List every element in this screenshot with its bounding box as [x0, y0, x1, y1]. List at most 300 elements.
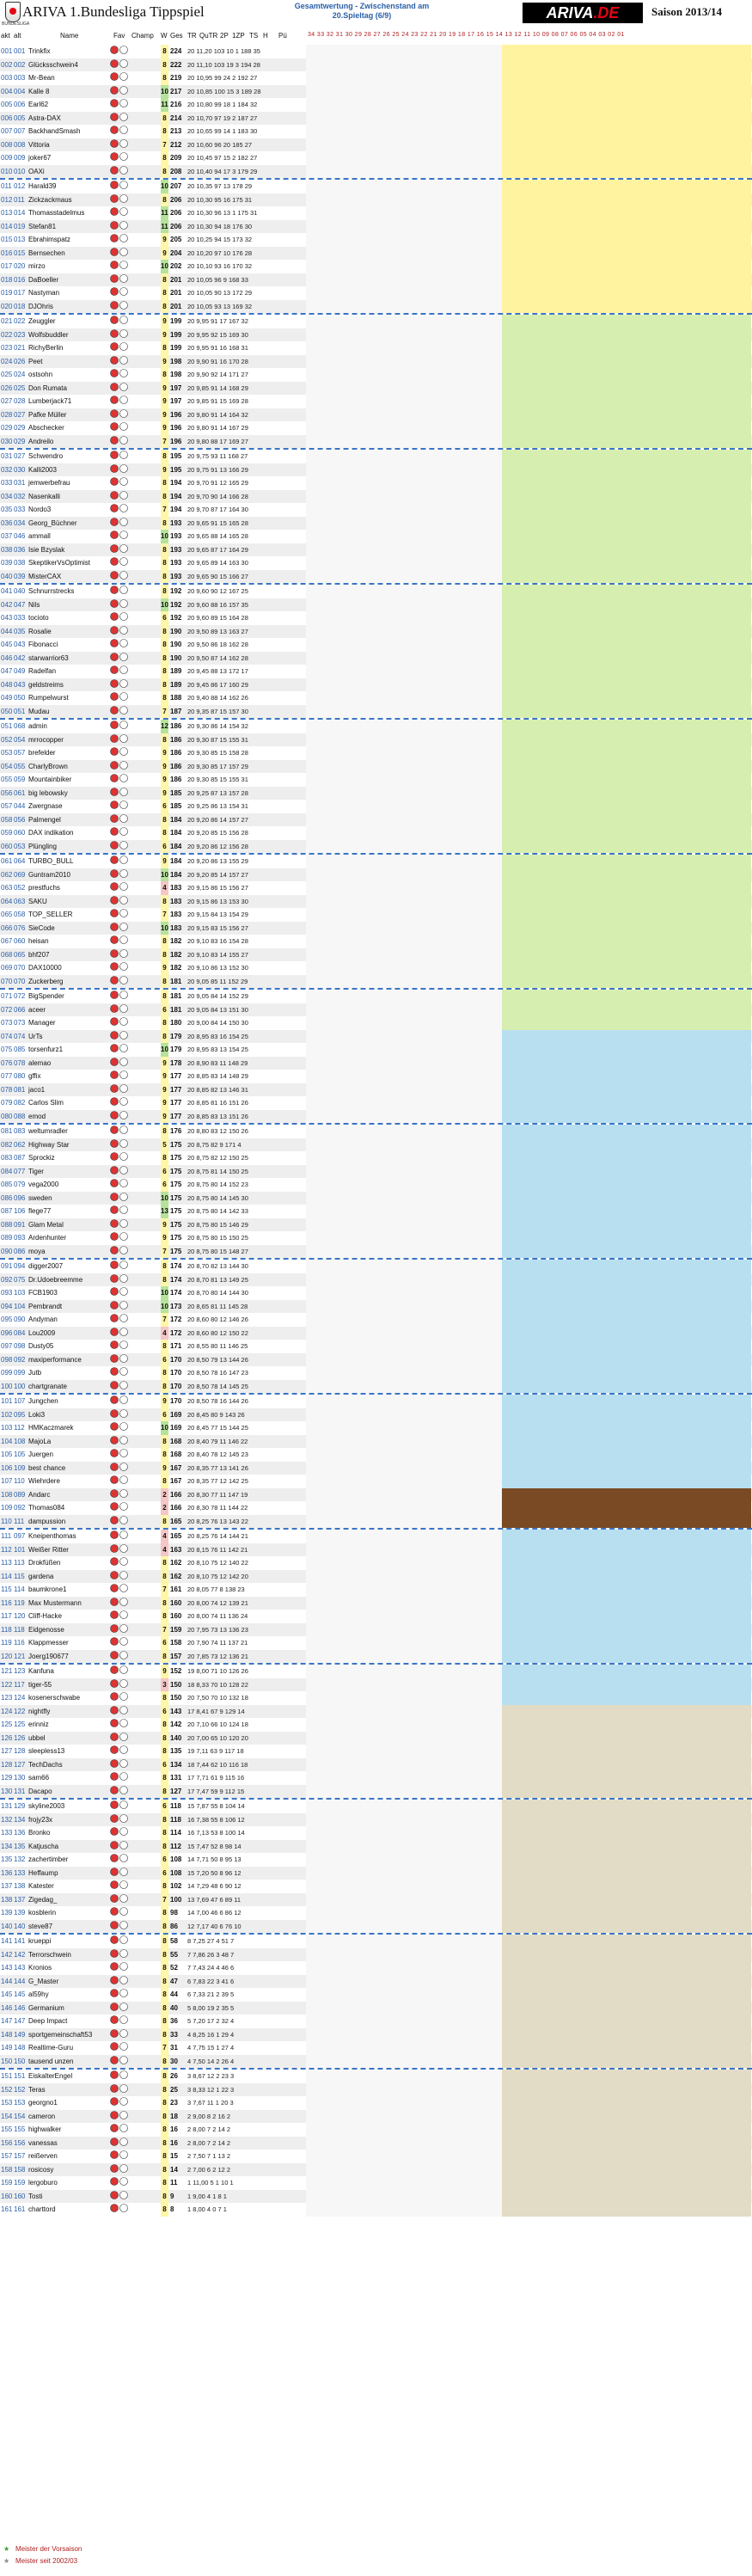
player-name[interactable]: Nordo3	[28, 506, 52, 513]
player-name[interactable]: TURBO_BULL	[28, 857, 74, 865]
table-row[interactable]	[0, 678, 752, 692]
player-name[interactable]: emod	[28, 1112, 46, 1120]
table-row[interactable]	[0, 895, 752, 909]
table-row[interactable]	[0, 1003, 752, 1017]
table-row[interactable]	[0, 233, 752, 247]
player-name[interactable]: erinniz	[28, 1720, 49, 1728]
table-row[interactable]	[0, 1192, 752, 1205]
player-name[interactable]: DAX10000	[28, 964, 62, 972]
player-name[interactable]: prestfuchs	[28, 884, 60, 892]
player-name[interactable]: Don Rumata	[28, 383, 67, 392]
player-name[interactable]: Kalle 8	[28, 87, 50, 95]
player-name[interactable]: moya	[28, 1247, 46, 1255]
player-name[interactable]: tausend unzen	[28, 2057, 74, 2065]
table-row[interactable]	[0, 1313, 752, 1327]
player-name[interactable]: Nasenkalli	[28, 492, 60, 500]
table-row[interactable]	[0, 178, 752, 193]
player-name[interactable]: CharlyBrown	[28, 762, 68, 770]
player-name[interactable]: MajoLa	[28, 1437, 52, 1445]
player-name[interactable]: kosblerin	[28, 1909, 57, 1917]
player-name[interactable]: brefelder	[28, 749, 56, 757]
player-name[interactable]: Andreilo	[28, 437, 54, 445]
table-row[interactable]	[0, 1366, 752, 1380]
table-row[interactable]	[0, 556, 752, 570]
table-row[interactable]	[0, 1961, 752, 1975]
player-name[interactable]: kosenerschwabe	[28, 1694, 81, 1702]
table-row[interactable]	[0, 2002, 752, 2015]
player-name[interactable]: torsenfurz1	[28, 1046, 64, 1053]
player-name[interactable]: sportgemeinschaft53	[28, 2030, 93, 2039]
player-name[interactable]: Pembrandt	[28, 1302, 63, 1310]
player-name[interactable]: steve87	[28, 1922, 53, 1930]
player-name[interactable]: Mudau	[28, 707, 50, 715]
table-row[interactable]	[0, 718, 752, 733]
player-name[interactable]: Rosalie	[28, 627, 52, 635]
player-name[interactable]: Wolfsbuddler	[28, 330, 69, 339]
player-name[interactable]: Loki3	[28, 1410, 46, 1419]
table-row[interactable]	[0, 1732, 752, 1745]
table-row[interactable]	[0, 1840, 752, 1854]
table-row[interactable]	[0, 448, 752, 463]
player-name[interactable]: Ebrahimspatz	[28, 236, 70, 243]
table-row[interactable]	[0, 1138, 752, 1152]
table-row[interactable]	[0, 2163, 752, 2177]
player-name[interactable]: Germanium	[28, 2003, 64, 2012]
table-row[interactable]	[0, 1556, 752, 1570]
player-name[interactable]: gffix	[28, 1072, 41, 1080]
player-name[interactable]: ammall	[28, 532, 51, 540]
table-row[interactable]	[0, 1975, 752, 1989]
table-row[interactable]	[0, 206, 752, 220]
table-row[interactable]	[0, 71, 752, 85]
player-name[interactable]: Mountainbiker	[28, 776, 72, 783]
player-name[interactable]: aceer	[28, 1005, 46, 1014]
player-name[interactable]: flege77	[28, 1207, 52, 1215]
table-row[interactable]	[0, 138, 752, 152]
table-row[interactable]	[0, 1813, 752, 1827]
table-row[interactable]	[0, 638, 752, 652]
player-name[interactable]: Juergen	[28, 1451, 53, 1458]
table-row[interactable]	[0, 112, 752, 126]
player-name[interactable]: Cliff-Hacke	[28, 1612, 62, 1620]
table-row[interactable]	[0, 583, 752, 598]
player-name[interactable]: frojy23x	[28, 1815, 53, 1824]
table-row[interactable]	[0, 355, 752, 369]
player-name[interactable]: digger2007	[28, 1262, 64, 1270]
table-row[interactable]	[0, 98, 752, 112]
player-name[interactable]: BackhandSmash	[28, 127, 81, 135]
table-row[interactable]	[0, 1758, 752, 1772]
player-name[interactable]: sweden	[28, 1193, 52, 1202]
table-row[interactable]	[0, 247, 752, 261]
player-name[interactable]: Trinkfix	[28, 47, 51, 55]
player-name[interactable]: Sprockiz	[28, 1154, 55, 1162]
player-name[interactable]: SAKU	[28, 897, 47, 905]
player-name[interactable]: Astra-DAX	[28, 113, 61, 122]
table-row[interactable]	[0, 813, 752, 827]
player-name[interactable]: charttord	[28, 2205, 56, 2213]
table-row[interactable]	[0, 1030, 752, 1044]
player-name[interactable]: chartgranate	[28, 1382, 67, 1390]
player-name[interactable]: jemwerbefrau	[28, 479, 70, 487]
player-name[interactable]: MisterCAX	[28, 572, 62, 580]
player-name[interactable]: big lebowsky	[28, 788, 68, 797]
player-name[interactable]: geldstreims	[28, 680, 64, 689]
player-name[interactable]: Rumpelwurst	[28, 694, 69, 702]
player-name[interactable]: Tiger	[28, 1167, 44, 1175]
table-row[interactable]	[0, 1501, 752, 1515]
player-name[interactable]: mrrocopper	[28, 735, 64, 744]
table-row[interactable]	[0, 948, 752, 962]
table-row[interactable]	[0, 1920, 752, 1934]
table-row[interactable]	[0, 2041, 752, 2055]
player-name[interactable]: tiger-55	[28, 1680, 52, 1689]
player-name[interactable]: Harald39	[28, 182, 57, 190]
player-name[interactable]: baumkrone1	[28, 1585, 67, 1593]
table-row[interactable]	[0, 1583, 752, 1597]
table-row[interactable]	[0, 1043, 752, 1057]
ariva-logo[interactable]	[523, 3, 643, 23]
player-name[interactable]: Lumberjack71	[28, 397, 72, 405]
table-row[interactable]	[0, 1327, 752, 1340]
table-row[interactable]	[0, 840, 752, 854]
player-name[interactable]: al59hy	[28, 1990, 49, 1998]
table-row[interactable]	[0, 503, 752, 517]
player-name[interactable]: Bernsechen	[28, 248, 65, 257]
player-name[interactable]: sleepless13	[28, 1747, 65, 1755]
player-name[interactable]: Dacapo	[28, 1787, 52, 1795]
player-name[interactable]: Schnurrstrecks	[28, 587, 75, 595]
table-row[interactable]	[0, 922, 752, 935]
table-row[interactable]	[0, 975, 752, 989]
player-name[interactable]: Zeuggler	[28, 317, 56, 325]
player-name[interactable]: RichyBerlin	[28, 344, 64, 352]
player-name[interactable]: Tosti	[28, 2192, 43, 2200]
table-row[interactable]	[0, 1448, 752, 1462]
player-name[interactable]: bhf207	[28, 950, 50, 959]
table-row[interactable]	[0, 1610, 752, 1623]
table-row[interactable]	[0, 1515, 752, 1529]
player-name[interactable]: Teras	[28, 2085, 46, 2094]
player-name[interactable]: highwalker	[28, 2125, 62, 2133]
player-name[interactable]: Klappmesser	[28, 1639, 69, 1647]
table-row[interactable]	[0, 313, 752, 328]
player-name[interactable]: Kalli2003	[28, 465, 57, 474]
player-name[interactable]: Vittoria	[28, 140, 50, 149]
player-name[interactable]: georgno1	[28, 2099, 58, 2107]
table-row[interactable]	[0, 881, 752, 895]
table-row[interactable]	[0, 1178, 752, 1192]
player-name[interactable]: Terrorschwein	[28, 1950, 71, 1959]
player-name[interactable]: lergoburo	[28, 2179, 58, 2187]
table-row[interactable]	[0, 421, 752, 435]
player-name[interactable]: TOP_SELLER	[28, 911, 73, 918]
player-name[interactable]: Georg_Büchner	[28, 518, 77, 527]
table-row[interactable]	[0, 1867, 752, 1880]
table-row[interactable]	[0, 935, 752, 948]
player-name[interactable]: OAXi	[28, 167, 45, 175]
table-row[interactable]	[0, 1218, 752, 1232]
table-row[interactable]	[0, 408, 752, 422]
player-name[interactable]: skyline2003	[28, 1802, 65, 1810]
table-row[interactable]	[0, 826, 752, 840]
table-row[interactable]	[0, 1785, 752, 1799]
table-row[interactable]	[0, 1745, 752, 1758]
player-name[interactable]: Peet	[28, 357, 43, 365]
player-name[interactable]: BigSpender	[28, 992, 64, 1000]
player-name[interactable]: starwarrior63	[28, 653, 69, 662]
player-name[interactable]: Carlos Slim	[28, 1099, 64, 1107]
player-name[interactable]: mirzo	[28, 262, 46, 270]
player-name[interactable]: Thomas084	[28, 1504, 65, 1512]
table-row[interactable]	[0, 988, 752, 1003]
player-name[interactable]: SieCode	[28, 923, 55, 932]
player-name[interactable]: gardena	[28, 1572, 54, 1580]
table-row[interactable]	[0, 1096, 752, 1110]
player-name[interactable]: Kneipenthomas	[28, 1532, 76, 1540]
table-row[interactable]	[0, 1421, 752, 1435]
table-row[interactable]	[0, 1678, 752, 1692]
player-name[interactable]: Glam Metal	[28, 1220, 64, 1229]
player-name[interactable]: Palmengel	[28, 815, 61, 824]
table-row[interactable]	[0, 85, 752, 99]
table-row[interactable]	[0, 1300, 752, 1314]
table-row[interactable]	[0, 530, 752, 543]
table-row[interactable]	[0, 1408, 752, 1422]
player-name[interactable]: vanessas	[28, 2138, 58, 2147]
table-row[interactable]	[0, 1393, 752, 1408]
table-row[interactable]	[0, 868, 752, 882]
player-name[interactable]: cameron	[28, 2112, 56, 2120]
table-row[interactable]	[0, 382, 752, 396]
table-row[interactable]	[0, 463, 752, 477]
player-name[interactable]: jaco1	[28, 1085, 46, 1094]
player-name[interactable]: Max Mustermann	[28, 1598, 82, 1607]
player-name[interactable]: weltumradler	[28, 1127, 68, 1135]
table-row[interactable]	[0, 733, 752, 747]
table-row[interactable]	[0, 2096, 752, 2110]
table-row[interactable]	[0, 125, 752, 138]
player-name[interactable]: HMKaczmarek	[28, 1424, 74, 1432]
player-name[interactable]: zachertimber	[28, 1855, 69, 1863]
player-name[interactable]: Weißer Ritter	[28, 1545, 69, 1554]
player-name[interactable]: admin	[28, 722, 47, 730]
table-row[interactable]	[0, 2203, 752, 2217]
table-row[interactable]	[0, 273, 752, 287]
table-row[interactable]	[0, 1083, 752, 1097]
table-row[interactable]	[0, 800, 752, 813]
player-name[interactable]: joker67	[28, 154, 52, 162]
player-name[interactable]: Mr-Bean	[28, 74, 55, 82]
table-row[interactable]	[0, 165, 752, 179]
player-name[interactable]: heisan	[28, 937, 49, 945]
table-row[interactable]	[0, 1663, 752, 1678]
table-row[interactable]	[0, 665, 752, 678]
table-row[interactable]	[0, 1353, 752, 1367]
table-row[interactable]	[0, 1948, 752, 1962]
player-name[interactable]: ostsohn	[28, 371, 53, 378]
table-row[interactable]	[0, 570, 752, 584]
table-row[interactable]	[0, 691, 752, 705]
player-name[interactable]: Stefan81	[28, 222, 57, 230]
player-name[interactable]: Lou2009	[28, 1328, 56, 1337]
player-name[interactable]: Drokfüßen	[28, 1559, 61, 1567]
table-row[interactable]	[0, 2137, 752, 2150]
table-row[interactable]	[0, 1528, 752, 1543]
table-row[interactable]	[0, 773, 752, 787]
table-row[interactable]	[0, 611, 752, 625]
player-name[interactable]: reißerven	[28, 2152, 58, 2160]
table-row[interactable]	[0, 853, 752, 868]
player-name[interactable]: sam66	[28, 1774, 50, 1782]
table-row[interactable]	[0, 476, 752, 490]
table-row[interactable]	[0, 1231, 752, 1245]
player-name[interactable]: TechDachs	[28, 1760, 63, 1769]
player-name[interactable]: Highway Star	[28, 1140, 70, 1149]
player-name[interactable]: Joerg190677	[28, 1652, 69, 1660]
table-row[interactable]	[0, 286, 752, 300]
table-row[interactable]	[0, 1597, 752, 1610]
table-row[interactable]	[0, 517, 752, 531]
table-row[interactable]	[0, 220, 752, 234]
player-name[interactable]: G_Master	[28, 1977, 59, 1985]
table-row[interactable]	[0, 760, 752, 774]
player-name[interactable]: Zuckerberg	[28, 977, 64, 985]
player-name[interactable]: Kanfuna	[28, 1667, 54, 1675]
table-row[interactable]	[0, 300, 752, 314]
player-name[interactable]: Schwendro	[28, 452, 64, 460]
table-row[interactable]	[0, 787, 752, 800]
table-row[interactable]	[0, 1798, 752, 1813]
player-name[interactable]: Ardenhunter	[28, 1234, 67, 1242]
player-name[interactable]: Thomasstadelmus	[28, 209, 85, 217]
table-row[interactable]	[0, 395, 752, 408]
table-row[interactable]	[0, 1636, 752, 1650]
table-row[interactable]	[0, 58, 752, 72]
table-row[interactable]	[0, 961, 752, 975]
table-row[interactable]	[0, 2083, 752, 2097]
table-row[interactable]	[0, 490, 752, 504]
table-row[interactable]	[0, 435, 752, 449]
player-name[interactable]: Katester	[28, 1882, 54, 1890]
table-row[interactable]	[0, 1623, 752, 1637]
player-name[interactable]: DAX indikation	[28, 829, 74, 837]
table-row[interactable]	[0, 705, 752, 719]
player-name[interactable]: DJOhris	[28, 302, 53, 310]
table-row[interactable]	[0, 1462, 752, 1475]
player-name[interactable]: Dr.Udoebreemme	[28, 1275, 83, 1284]
table-row[interactable]	[0, 1718, 752, 1732]
table-row[interactable]	[0, 2068, 752, 2083]
player-name[interactable]: best chance	[28, 1463, 66, 1472]
table-row[interactable]	[0, 193, 752, 207]
table-row[interactable]	[0, 1151, 752, 1165]
player-name[interactable]: UrTs	[28, 1032, 43, 1040]
player-name[interactable]: Plüngling	[28, 842, 57, 850]
table-row[interactable]	[0, 1771, 752, 1785]
table-row[interactable]	[0, 1070, 752, 1083]
player-name[interactable]: Zigedag_	[28, 1895, 58, 1904]
player-name[interactable]: FCB1903	[28, 1289, 58, 1297]
player-name[interactable]: maxiperformance	[28, 1355, 82, 1364]
table-row[interactable]	[0, 1286, 752, 1300]
player-name[interactable]: Earl62	[28, 101, 49, 108]
player-name[interactable]: Zickzackmaus	[28, 195, 72, 204]
player-name[interactable]: krueppi	[28, 1937, 52, 1945]
player-name[interactable]: SkeptikerVsOptimist	[28, 559, 91, 567]
player-name[interactable]: Guntram2010	[28, 870, 70, 879]
table-row[interactable]	[0, 2110, 752, 2124]
table-row[interactable]	[0, 1123, 752, 1138]
player-name[interactable]: Realtime-Guru	[28, 2044, 74, 2052]
table-row[interactable]	[0, 1543, 752, 1557]
player-name[interactable]: Heffaump	[28, 1868, 58, 1877]
player-name[interactable]: Bronko	[28, 1829, 51, 1837]
player-name[interactable]: Zwergnase	[28, 802, 63, 810]
table-row[interactable]	[0, 1570, 752, 1584]
player-name[interactable]: Deep Impact	[28, 2017, 68, 2025]
player-name[interactable]: ubbel	[28, 1733, 46, 1742]
player-name[interactable]: Pafke Müller	[28, 410, 67, 419]
player-name[interactable]: Fibonacci	[28, 641, 58, 648]
table-row[interactable]	[0, 1933, 752, 1948]
player-name[interactable]: Nastyman	[28, 289, 60, 297]
player-name[interactable]: tocioto	[28, 614, 49, 622]
table-row[interactable]	[0, 652, 752, 665]
table-row[interactable]	[0, 1245, 752, 1259]
table-row[interactable]	[0, 2123, 752, 2137]
player-name[interactable]: rosicosy	[28, 2165, 54, 2174]
table-row[interactable]	[0, 1057, 752, 1070]
table-row[interactable]	[0, 2176, 752, 2190]
table-row[interactable]	[0, 625, 752, 639]
player-name[interactable]: alemao	[28, 1058, 52, 1067]
table-row[interactable]	[0, 1906, 752, 1920]
table-row[interactable]	[0, 1165, 752, 1179]
player-name[interactable]: Jungchen	[28, 1397, 58, 1405]
player-name[interactable]: Abschecker	[28, 424, 64, 432]
player-name[interactable]: Glücksschwein4	[28, 60, 78, 69]
table-row[interactable]	[0, 368, 752, 382]
player-name[interactable]: vega2000	[28, 1181, 59, 1188]
table-row[interactable]	[0, 1988, 752, 2002]
player-name[interactable]: Jutb	[28, 1369, 42, 1377]
table-row[interactable]	[0, 2028, 752, 2042]
player-name[interactable]: dampussion	[28, 1517, 66, 1525]
table-row[interactable]	[0, 328, 752, 342]
player-name[interactable]: Manager	[28, 1019, 56, 1027]
table-row[interactable]	[0, 1650, 752, 1664]
table-row[interactable]	[0, 341, 752, 355]
table-row[interactable]	[0, 2055, 752, 2069]
player-name[interactable]: Nils	[28, 600, 40, 609]
table-row[interactable]	[0, 2190, 752, 2204]
table-row[interactable]	[0, 1273, 752, 1287]
table-row[interactable]	[0, 1110, 752, 1124]
player-name[interactable]: Andyman	[28, 1316, 58, 1323]
table-row[interactable]	[0, 1475, 752, 1488]
table-row[interactable]	[0, 45, 752, 58]
player-name[interactable]: EiskalterEngel	[28, 2072, 73, 2080]
player-name[interactable]: Andarc	[28, 1490, 51, 1499]
table-row[interactable]	[0, 598, 752, 612]
player-name[interactable]: Kronios	[28, 1964, 52, 1972]
table-row[interactable]	[0, 1705, 752, 1719]
player-name[interactable]: Dusty05	[28, 1342, 54, 1350]
table-row[interactable]	[0, 1853, 752, 1867]
table-row[interactable]	[0, 1258, 752, 1273]
table-row[interactable]	[0, 908, 752, 922]
